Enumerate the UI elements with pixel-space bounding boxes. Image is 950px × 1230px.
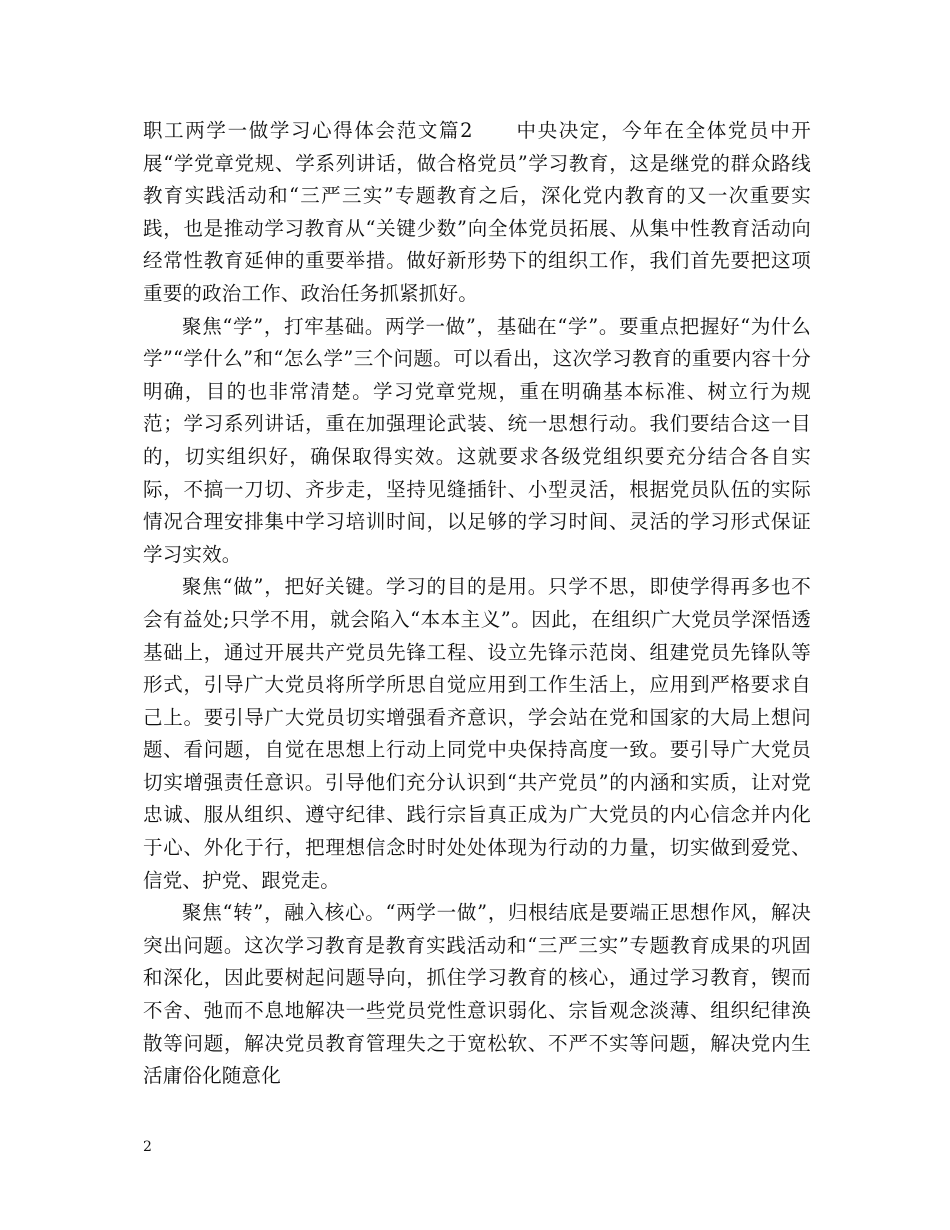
paragraph-study: 聚焦“学”，打牢基础。两学一做”，基础在“学”。要重点把握好“为什么学”“学什么”和“怎么学”三个问题。可以看出，这次学习教育的重要内容十分明确，目的也非常清楚。学习党章党规，重在明确基本标准、树立行为规范；学习系列讲话，重在加强理论武装、统一思想行动。我们要结合这一目的，切实组织好，确保取得实效。这就要求各级党组织要充分结合各自实际，不搞一刀切、齐步走，坚持见缝插针、小型灵活，根据党员队伍的实际情况合理安排集中学习培训时间，以足够的学习时间、灵活的学习形式保证学习实效。 [143, 314, 811, 566]
paragraph-practice: 聚焦“做”，把好关键。学习的目的是用。只学不思，即使学得再多也不会有益处;只学不用，就会陷入“本本主义”。因此，在组织广大党员学深悟透基础上，通过开展共产党员先锋工程、设立先锋示范岗、组建党员先锋队等形式，引导广大党员将所学所思自觉应用到工作生活上，应用到严格要求自己上。要引导广大党员切实增强看齐意识，学会站在党和国家的大局上想问题、看问题，自觉在思想上行动上同党中央保持高度一致。要引导广大党员切实增强责任意识。引导他们充分认识到“共产党员”的内涵和实质，让对党忠诚、服从组织、遵守纪律、践行宗旨真正成为广大党员的内心信念并内化于心、外化于行，把理想信念时时处处体现为行动的力量，切实做到爱党、信党、护党、跟党走。 [143, 575, 811, 892]
paragraph-intro: 职工两学一做学习心得体会范文篇2 中央决定，今年在全体党员中开展“学党章党规、学系列讲话，做合格党员”学习教育，这是继党的群众路线教育实践活动和“三严三实”专题教育之后，深化党内教育的又一次重要实践，也是推动学习教育从“关键少数”向全体党员拓展、从集中性教育活动向经常性教育延伸的重要举措。做好新形势下的组织工作，我们首先要把这项重要的政治工作、政治任务抓紧抓好。 [143, 119, 811, 305]
page-number: 2 [143, 1139, 152, 1155]
paragraph-transform: 聚焦“转”，融入核心。“两学一做”，归根结底是要端正思想作风，解决突出问题。这次学习教育是教育实践活动和“三严三实”专题教育成果的巩固和深化，因此要树起问题导向，抓住学习教育的核心，通过学习教育，锲而不舍、弛而不息地解决一些党员党性意识弱化、宗旨观念淡薄、组织纪律涣散等问题，解决党员教育管理失之于宽松软、不严不实等问题，解决党内生活庸俗化随意化 [143, 901, 811, 1088]
document-body [143, 115, 811, 1093]
